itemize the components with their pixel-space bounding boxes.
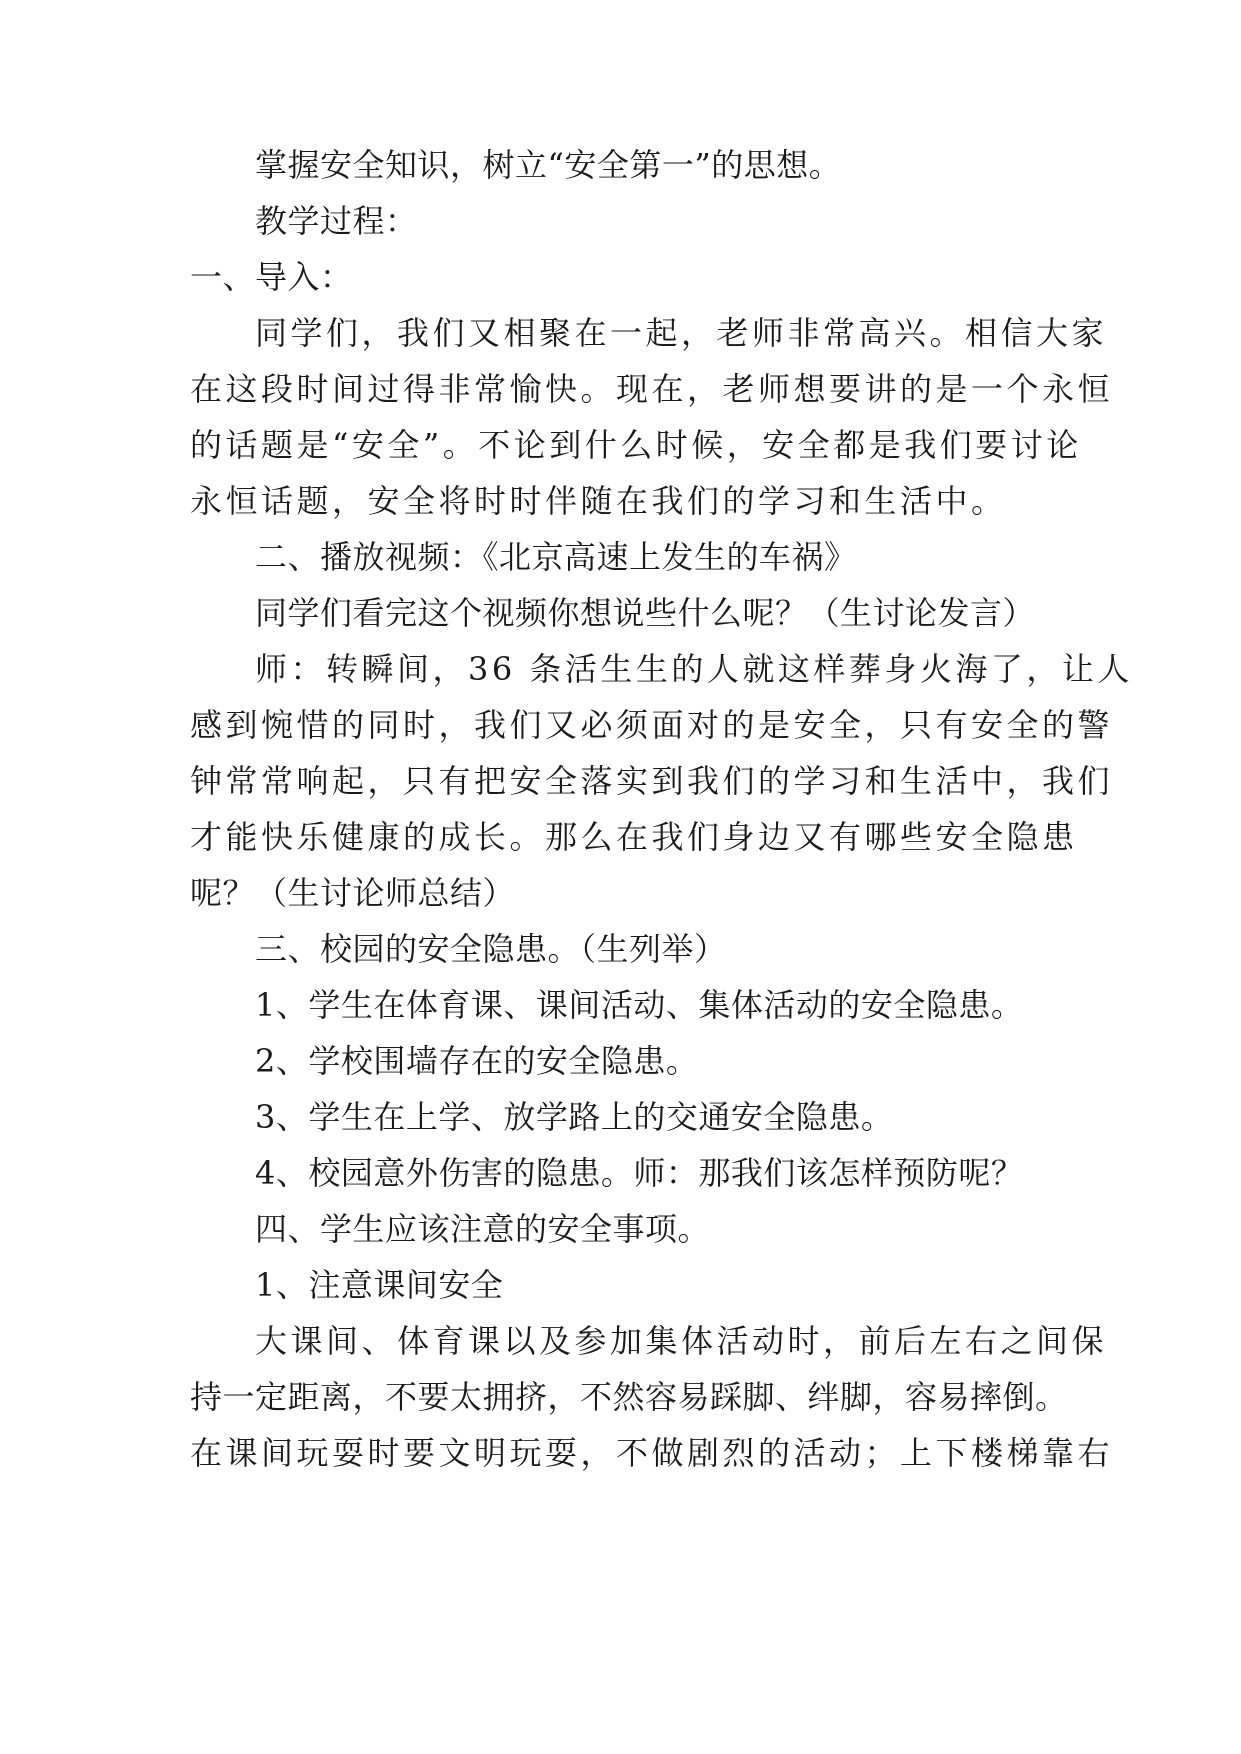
list-item: 2、学校围墙存在的安全隐患。 xyxy=(255,1042,699,1080)
paragraph-line: 师：转瞬间，36 条活生生的人就这样葬身火海了，让人 xyxy=(255,650,1133,688)
paragraph-line: 才能快乐健康的成长。那么在我们身边又有哪些安全隐患 xyxy=(190,818,1078,856)
list-item: 1、注意课间安全 xyxy=(255,1266,504,1304)
list-item: 1、学生在体育课、课间活动、集体活动的安全隐患。 xyxy=(255,986,1024,1024)
section-heading: 三、校园的安全隐患。（生列举） xyxy=(255,930,727,968)
paragraph-line: 钟常常响起，只有把安全落实到我们的学习和生活中，我们 xyxy=(190,762,1114,800)
paragraph-line: 的话题是“安全”。不论到什么时候，安全都是我们要讨论 xyxy=(190,426,1082,464)
section-heading: 二、播放视频：《北京高速上发生的车祸》 xyxy=(255,538,857,576)
paragraph-line: 在这段时间过得非常愉快。现在，老师想要讲的是一个永恒 xyxy=(190,370,1114,408)
paragraph-line: 同学们看完这个视频你想说些什么呢？（生讨论发言） xyxy=(255,594,1036,632)
section-heading: 一、导入： xyxy=(190,258,353,296)
section-heading: 四、学生应该注意的安全事项。 xyxy=(255,1210,711,1248)
list-item: 3、学生在上学、放学路上的交通安全隐患。 xyxy=(255,1098,894,1136)
section-heading: 教学过程： xyxy=(255,202,418,240)
paragraph-line: 永恒话题，安全将时时伴随在我们的学习和生活中。 xyxy=(190,482,1007,520)
paragraph-line: 同学们，我们又相聚在一起，老师非常高兴。相信大家 xyxy=(255,314,1108,352)
paragraph-line: 掌握安全知识，树立“安全第一”的思想。 xyxy=(255,146,842,184)
paragraph-line: 感到惋惜的同时，我们又必须面对的是安全，只有安全的警 xyxy=(190,706,1114,744)
list-item: 4、校园意外伤害的隐患。师：那我们该怎样预防呢？ xyxy=(255,1154,1024,1192)
paragraph-line: 呢？（生讨论师总结） xyxy=(190,874,516,912)
paragraph-line: 在课间玩耍时要文明玩耍，不做剧烈的活动；上下楼梯靠右 xyxy=(190,1434,1114,1472)
paragraph-line: 持一定距离，不要太拥挤，不然容易踩脚、绊脚，容易摔倒。 xyxy=(190,1378,1068,1416)
paragraph-line: 大课间、体育课以及参加集体活动时，前后左右之间保 xyxy=(255,1322,1108,1360)
